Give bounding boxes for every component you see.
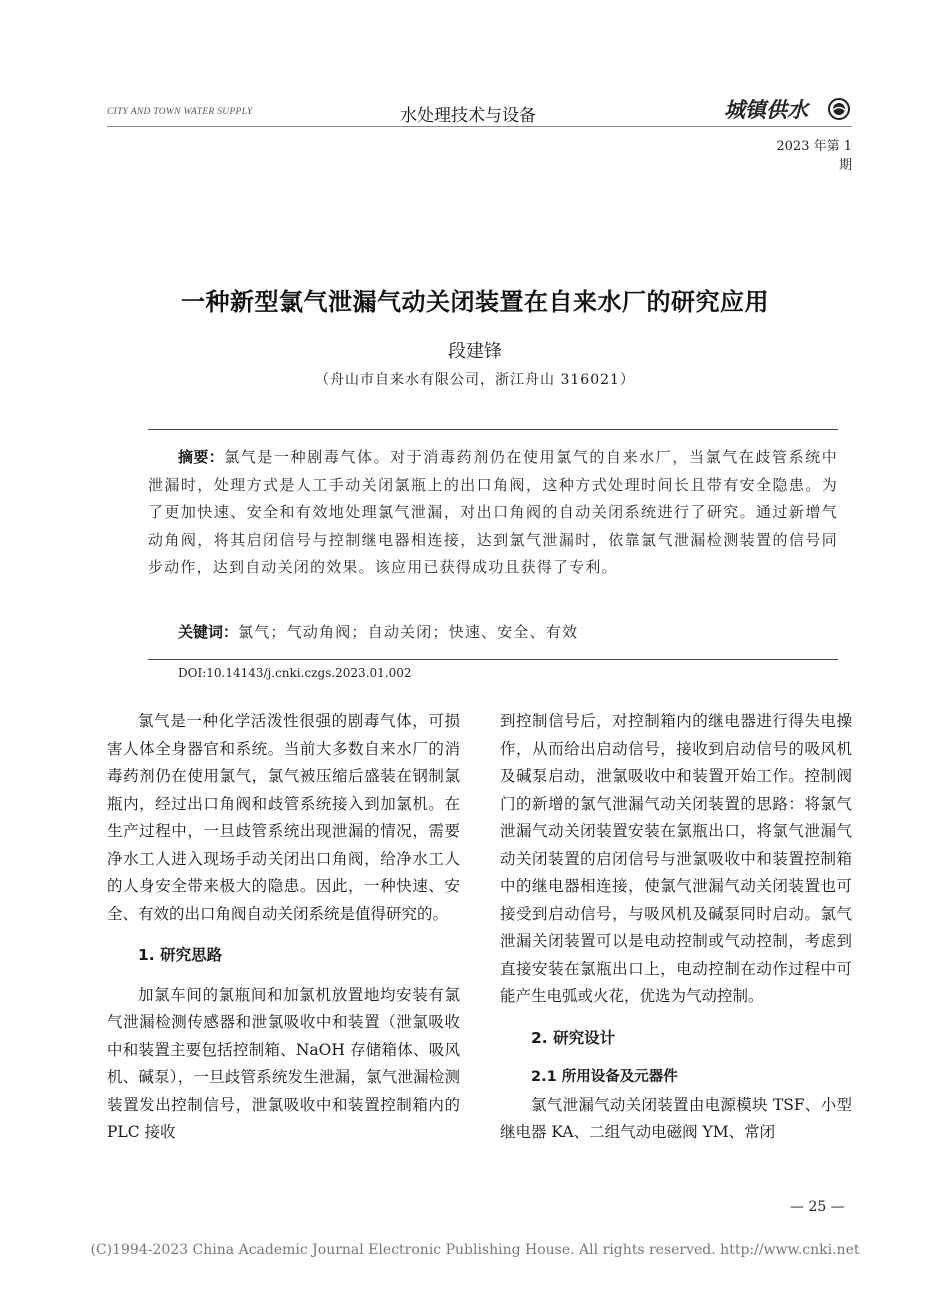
subsection-heading: 2.1 所用设备及元器件 bbox=[531, 1069, 678, 1085]
paragraph: 到控制信号后，对控制箱内的继电器进行得失电操作，从而给出启动信号，接收到启动信号的吸风机及碱泵启动，泄氯吸收中和装置开始工作。控制阀门的新增的氯气泄漏气动关闭装置的思路：将氯气泄漏气动关闭装置安装在氯瓶出口，将氯气泄漏气动关闭装置的启闭信号与泄氯吸收中和装置控制箱中的继电器相连接，使氯气泄漏气动关闭装置也可接受到启动信号，与吸风机及碱泵同时启动。氯气泄漏关闭装置可以是电动控制或气动控制，考虑到直接安装在氯瓶出口上，电动控制在动作过程中可能产生电弧或火花，优选为气动控制。 bbox=[500, 712, 852, 1005]
abstract-label: 摘要： bbox=[178, 448, 225, 466]
section-heading: 1. 研究思路 bbox=[138, 946, 223, 964]
header-divider bbox=[107, 126, 852, 127]
journal-english-name: CITY AND TOWN WATER SUPPLY bbox=[107, 107, 253, 117]
journal-logo bbox=[722, 92, 852, 126]
page-number: — 25 — bbox=[790, 1199, 845, 1215]
abstract bbox=[148, 444, 838, 582]
body-left-column bbox=[107, 708, 460, 1147]
keywords-label: 关键词： bbox=[178, 623, 239, 641]
article-title: 一种新型氯气泄漏气动关闭装置在自来水厂的研究应用 bbox=[181, 288, 769, 316]
doi: DOI:10.14143/j.cnki.czgs.2023.01.002 bbox=[178, 666, 412, 680]
body-right-column bbox=[500, 708, 852, 1147]
paragraph: 氯气是一种化学活泼性很强的剧毒气体，可损害人体全身器官和系统。当前大多数自来水厂的消毒药剂仍在使用氯气，氯气被压缩后盛装在钢制氯瓶内，经过出口角阀和歧管系统接入到加氯机。在生产过程中，一旦歧管系统出现泄漏的情况，需要净水工人进入现场手动关闭出口角阀，给净水工人的人身安全带来极大的隐患。因此，一种快速、安全、有效的出口角阀自动关闭系统是值得研究的。 bbox=[107, 712, 460, 923]
section-title: 水处理技术与设备 bbox=[400, 106, 536, 126]
abstract-bottom-rule bbox=[148, 659, 838, 660]
issue-number: 2023 年第 1 期 bbox=[776, 139, 852, 173]
paragraph: 加氯车间的氯瓶间和加氯机放置地均安装有氯气泄漏检测传感器和泄氯吸收中和装置（泄氯吸收中和装置主要包括控制箱、NaOH 存储箱体、吸风机、碱泵），一旦歧管系统发生泄漏，氯气泄漏检测装置发出控制信号，泄氯吸收中和装置控制箱内的 PLC 接收 bbox=[107, 985, 460, 1141]
keywords-text: 氯气；气动角阀；自动关闭；快速、安全、有效 bbox=[238, 623, 579, 641]
paragraph: 氯气泄漏气动关闭装置由电源模块 TSF、小型继电器 KA、二组气动电磁阀 YM、常闭 bbox=[500, 1095, 852, 1141]
journal-logo-icon bbox=[722, 92, 852, 126]
copyright-footer: (C)1994-2023 China Academic Journal Electronic Publishing House. All rights reserved. http://www.cnki.net bbox=[90, 1242, 860, 1258]
abstract-top-rule bbox=[148, 429, 838, 430]
section-heading: 2. 研究设计 bbox=[531, 1028, 616, 1047]
article-author: 段建锋 bbox=[448, 341, 502, 362]
logo-lettering: 城镇供水 bbox=[724, 97, 808, 122]
author-affiliation: （舟山市自来水有限公司，浙江舟山 316021） bbox=[315, 372, 635, 388]
abstract-text: 氯气是一种剧毒气体。对于消毒药剂仍在使用氯气的自来水厂，当氯气在歧管系统中泄漏时，处理方式是人工手动关闭氯瓶上的出口角阀，这种方式处理时间长且带有安全隐患。为了更加快速、安全和有效地处理氯气泄漏，对出口角阀的自动关闭系统进行了研究。通过新增气动角阀，将其启闭信号与控制继电器相连接，达到氯气泄漏时，依靠氯气泄漏检测装置的信号同步动作，达到自动关闭的效果。该应用已获得成功且获得了专利。 bbox=[148, 448, 838, 576]
keywords bbox=[178, 621, 578, 642]
